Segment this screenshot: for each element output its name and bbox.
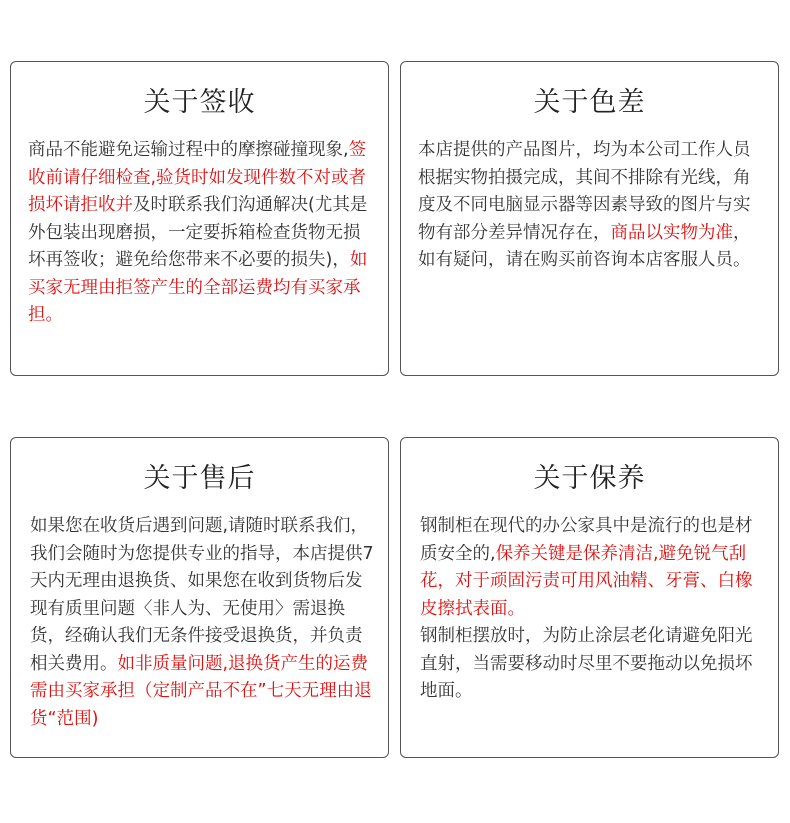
after-title: 关于售后 [143, 463, 256, 494]
sign-card [10, 61, 389, 376]
sign-body [11, 137, 388, 330]
sign-title: 关于签收 [143, 87, 256, 118]
after-highlight-1: 如非质量问题,退换货产生的运费需由买家承担（定制产品不在”七天无理由退货“范围) [30, 653, 372, 729]
color-difference-card [400, 61, 779, 376]
care-body [401, 513, 778, 706]
color-text-1: 本店提供的产品图片，均为本公司工作人员根据实物拍摄完成，其间不排除有光线，角度及不同电脑显示器等因素导致的图片与实物有部分差异情况存在， [418, 140, 751, 243]
color-highlight-1: 商品以实物为准 [610, 222, 733, 243]
care-text-2: 钢制柜摆放时，为防止涂层老化请避免阳光直射，当需要移动时尽里不要拖动以免损坏地面。 [420, 626, 753, 701]
care-highlight-1: 保养关键是保养清洁,避免锐气刮花，对于顽固污责可用风油精、牙膏、白橡皮擦拭表面。 [420, 543, 753, 619]
after-sales-card [10, 437, 389, 758]
sign-text-1: 商品不能避免运输过程中的摩擦碰撞现象, [28, 140, 349, 160]
color-text-2: ，如有疑问，请在购买前咨询本店客服人员。 [418, 222, 751, 270]
after-body [11, 513, 388, 733]
after-text-1: 如果您在收货后遇到问题,请随时联系我们，我们会随时为您提供专业的指导，本店提供7天内无理由退换货、如果您在收到货物后发现有质里问题〈非人为、无使用〉需退换货，经确认我们无条件接受退换货，并负责相关费用。 [30, 516, 374, 674]
care-title: 关于保养 [533, 463, 646, 494]
color-body [401, 137, 778, 275]
color-title: 关于色差 [533, 87, 646, 118]
sign-text-2: 及时联系我们沟通解决(尤其是外包装出现磨损，一定要拆箱检查货物无损坏再签收；避免给您带来不必要的损失)， [28, 195, 368, 270]
sign-highlight-2: 如买家无理由拒签产生的全部运费均有买家承担。 [28, 250, 368, 325]
maintenance-card [400, 437, 779, 758]
care-text-1: 钢制柜在现代的办公家具中是流行的也是材质安全的, [420, 516, 753, 564]
sign-highlight-1: 签收前请仔细检查,验货时如发现件数不对或者损坏请拒收并 [28, 140, 367, 215]
